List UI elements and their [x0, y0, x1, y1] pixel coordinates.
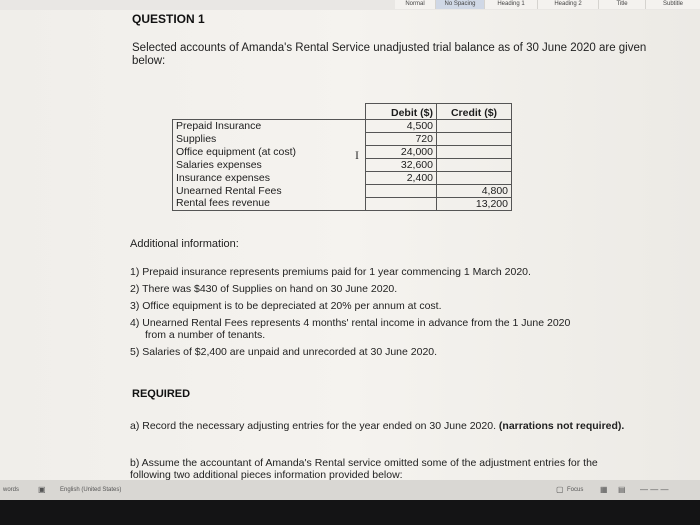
trial-balance-table [172, 103, 512, 211]
style-heading-2[interactable]: Heading 2 [538, 0, 599, 9]
print-layout-icon[interactable]: ▦ [600, 485, 608, 494]
account-cell: Rental fees revenue [173, 198, 366, 211]
table-row [173, 133, 512, 146]
account-cell: Supplies [173, 133, 366, 146]
debit-cell: 720 [366, 133, 437, 146]
account-cell: Insurance expenses [173, 172, 366, 185]
list-item [130, 346, 570, 358]
table-row [173, 198, 512, 211]
list-item-text: 5) Salaries of $2,400 are unpaid and unrecorded at 30 June 2020. [130, 346, 438, 358]
debit-cell: 24,000 [366, 146, 437, 159]
debit-cell: 4,500 [366, 120, 437, 133]
debit-cell: 32,600 [366, 159, 437, 172]
web-layout-icon[interactable]: ▤ [618, 485, 626, 494]
credit-cell: 4,800 [437, 185, 512, 198]
style-normal[interactable]: Normal [395, 0, 436, 9]
debit-header: Debit ($) [366, 104, 437, 120]
focus-icon[interactable]: ▢ [556, 485, 564, 494]
focus-button[interactable]: Focus [567, 487, 584, 493]
zoom-slider[interactable]: — — — [640, 485, 669, 494]
style-subtitle[interactable]: Subtitle [646, 0, 700, 9]
debit-cell [366, 185, 437, 198]
credit-cell [437, 159, 512, 172]
language-indicator[interactable]: English (United States) [60, 487, 122, 493]
credit-header: Credit ($) [437, 104, 512, 120]
credit-cell [437, 120, 512, 133]
required-heading: REQUIRED [132, 388, 191, 400]
style-title[interactable]: Title [599, 0, 646, 9]
table-row [173, 120, 512, 133]
screen-bezel [0, 500, 700, 525]
list-item-text: 4) Unearned Rental Fees represents 4 months' rental income in advance from the 1 June 2020 [130, 317, 571, 329]
list-item-text: 2) There was $430 of Supplies on hand on 30 June 2020. [130, 283, 398, 295]
style-no-spacing[interactable]: No Spacing [436, 0, 485, 9]
credit-cell: 13,200 [437, 198, 512, 211]
table-row [173, 185, 512, 198]
intro-paragraph: Selected accounts of Amanda's Rental Service unadjusted trial balance as of 30 June 2020 are given below: [132, 42, 647, 67]
table-row [173, 172, 512, 185]
word-count[interactable]: words [3, 487, 20, 493]
account-cell: Office equipment (at cost) [173, 146, 366, 159]
status-bar [0, 480, 700, 500]
additional-info-heading: Additional information: [130, 238, 239, 250]
credit-cell [437, 133, 512, 146]
question-title: QUESTION 1 [132, 12, 205, 26]
required-part-a [130, 420, 630, 432]
debit-cell: 2,400 [366, 172, 437, 185]
list-item [130, 266, 570, 278]
list-item-text: 1) Prepaid insurance represents premiums paid for 1 year commencing 1 March 2020. [130, 266, 531, 278]
list-item [130, 317, 570, 341]
list-item [130, 300, 570, 312]
required-part-b: b) Assume the accountant of Amanda's Rental service omitted some of the adjustment entries for the following two additional pieces information provided below: [130, 457, 598, 480]
table-header-row [173, 104, 512, 120]
table-row [173, 146, 512, 159]
table-row [173, 159, 512, 172]
additional-info-list [130, 266, 570, 363]
credit-cell [437, 172, 512, 185]
account-cell: Unearned Rental Fees [173, 185, 366, 198]
account-cell: Salaries expenses [173, 159, 366, 172]
required-a-text: a) Record the necessary adjusting entries for the year ended on 30 June 2020. [130, 420, 499, 432]
list-item-continuation: from a number of tenants. [145, 329, 266, 341]
styles-ribbon [0, 0, 700, 10]
document-page[interactable] [0, 10, 700, 480]
credit-cell [437, 146, 512, 159]
list-item [130, 283, 570, 295]
debit-cell [366, 198, 437, 211]
list-item-text: 3) Office equipment is to be depreciated at 20% per annum at cost. [130, 300, 442, 312]
account-cell: Prepaid Insurance [173, 120, 366, 133]
table-header-blank [173, 104, 366, 120]
style-heading-1[interactable]: Heading 1 [485, 0, 538, 9]
text-cursor-icon: I [355, 148, 359, 162]
required-a-bold: (narrations not required). [498, 420, 625, 432]
proofing-icon[interactable]: ▣ [38, 485, 46, 494]
